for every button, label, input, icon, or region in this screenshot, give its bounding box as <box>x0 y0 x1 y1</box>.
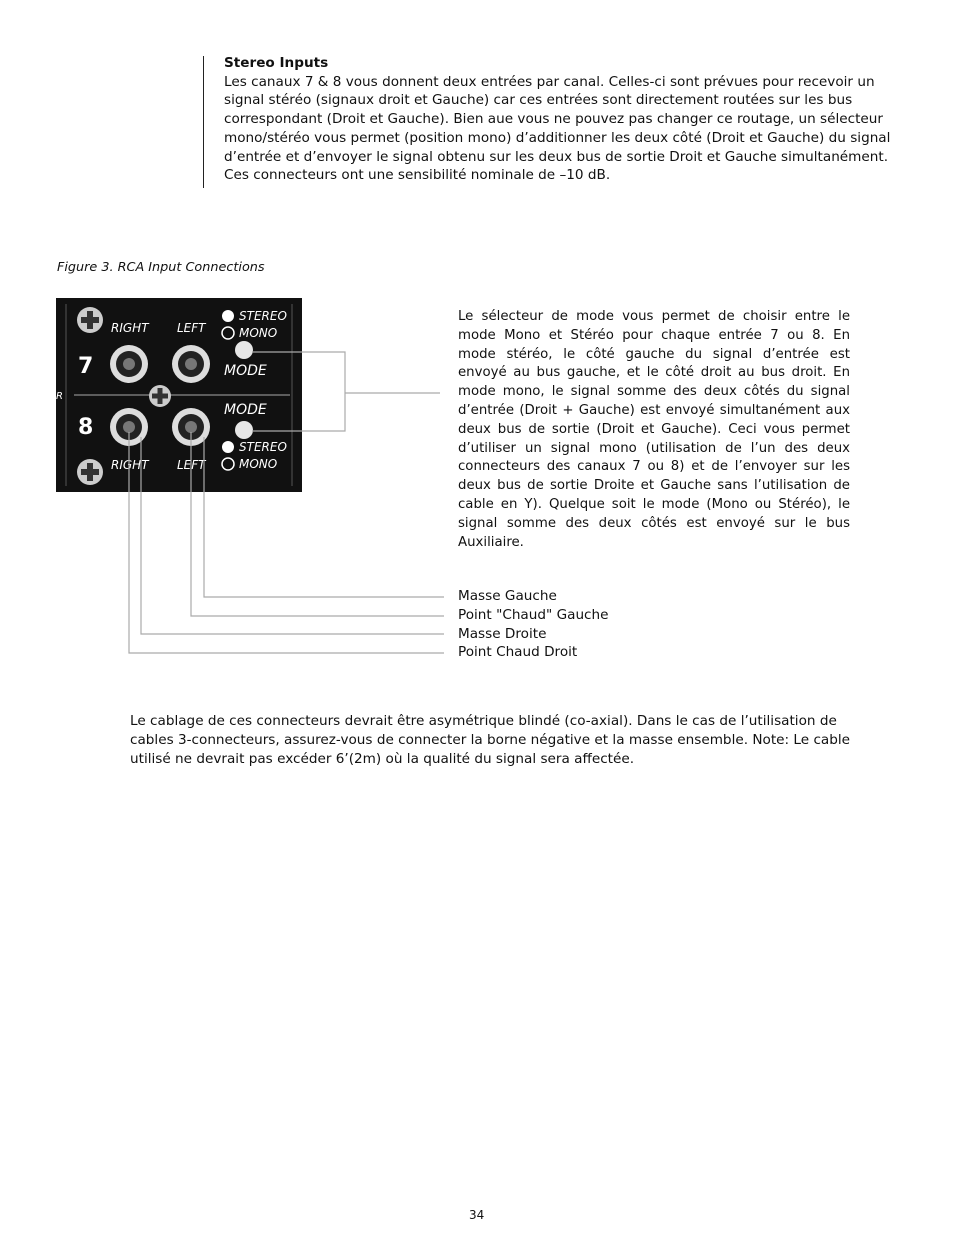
mode-label-bottom: MODE <box>224 402 267 418</box>
stereo-label-top: STEREO <box>239 309 287 323</box>
channel-8-label: 8 <box>78 415 94 440</box>
mono-label-top: MONO <box>239 326 278 340</box>
callout-point-chaud-droit: Point Chaud Droit <box>458 644 578 660</box>
section-title: Stereo Inputs <box>224 55 329 71</box>
mode-switch-8[interactable] <box>235 421 253 439</box>
screw-icon <box>149 385 171 407</box>
screw-icon <box>77 307 103 333</box>
rca-jack-7-left[interactable] <box>172 345 210 383</box>
mode-label-top: MODE <box>224 363 267 379</box>
section-body: Les canaux 7 & 8 vous donnent deux entrées par canal. Celles-ci sont prévues pour recevoir un signal stéréo (signaux droit et Gauche) car ces entrées sont directement routées sur les bus correspondant (Droit et Gauche). Bien aue vous ne pouvez pas changer ce routage, un sélecteur mono/stéréo vous permet (position mono) d’additionner les deux côté (Droit et Gauche) du signal d’entrée et d’envoyer le signal obtenu sur les deux bus de sortie Droit et Gauche simultanément. Ces connecteurs ont une sensibilité nominale de –10 dB. <box>224 73 891 184</box>
mode-selector-description: Le sélecteur de mode vous permet de choisir entre le mode Mono et Stéréo pour chaque entrée 7 ou 8. En mode stéréo, le côté gauche du signal d’entrée est envoyé au bus gauche, et le côté droit au bus droit. En mode mono, le signal somme des deux côtés du signal d’entrée (Droit + Gauche) est envoyé simultanément aux deux bus de sortie (Droit et Gauche). Ceci vous permet d’utiliser un signal mono (utilisation de l’un des deux connecteurs des canaux 7 ou 8) et de l’envoyer sur les deux bus de sortie Droite et Gauche sans l’utilisation de cable en Y). Quelque soit le mode (Mono ou Stéréo), le signal somme des deux côtés est envoyé sur le bus Auxiliaire. <box>458 309 850 550</box>
callout-point-chaud-gauche: Point "Chaud" Gauche <box>458 607 609 623</box>
callout-masse-gauche: Masse Gauche <box>458 588 557 604</box>
left-label-top: LEFT <box>177 321 206 335</box>
edge-letter: R <box>56 391 63 402</box>
page-number: 34 <box>469 1208 485 1222</box>
right-label-bottom: RIGHT <box>111 458 149 472</box>
channel-7-label: 7 <box>78 354 94 379</box>
stereo-led-top <box>222 310 234 322</box>
mono-label-bottom: MONO <box>239 457 278 471</box>
right-label-top: RIGHT <box>111 321 149 335</box>
left-label-bottom: LEFT <box>177 458 206 472</box>
figure-caption: Figure 3. RCA Input Connections <box>57 260 265 275</box>
callout-masse-droite: Masse Droite <box>458 626 547 642</box>
cabling-note: Le cablage de ces connecteurs devrait être asymétrique blindé (co-axial). Dans le cas de l’utilisation de cables 3-connecteurs, assurez-vous de connecter la borne négative et la masse ensemble. Note: Le cable utilisé ne devrait pas excéder 6’(2m) où la qualité du signal sera affectée. <box>130 713 851 767</box>
mode-switch-7[interactable] <box>235 341 253 359</box>
screw-icon <box>77 459 103 485</box>
rca-jack-7-right[interactable] <box>110 345 148 383</box>
stereo-label-bottom: STEREO <box>239 440 287 454</box>
stereo-led-bottom <box>222 441 234 453</box>
